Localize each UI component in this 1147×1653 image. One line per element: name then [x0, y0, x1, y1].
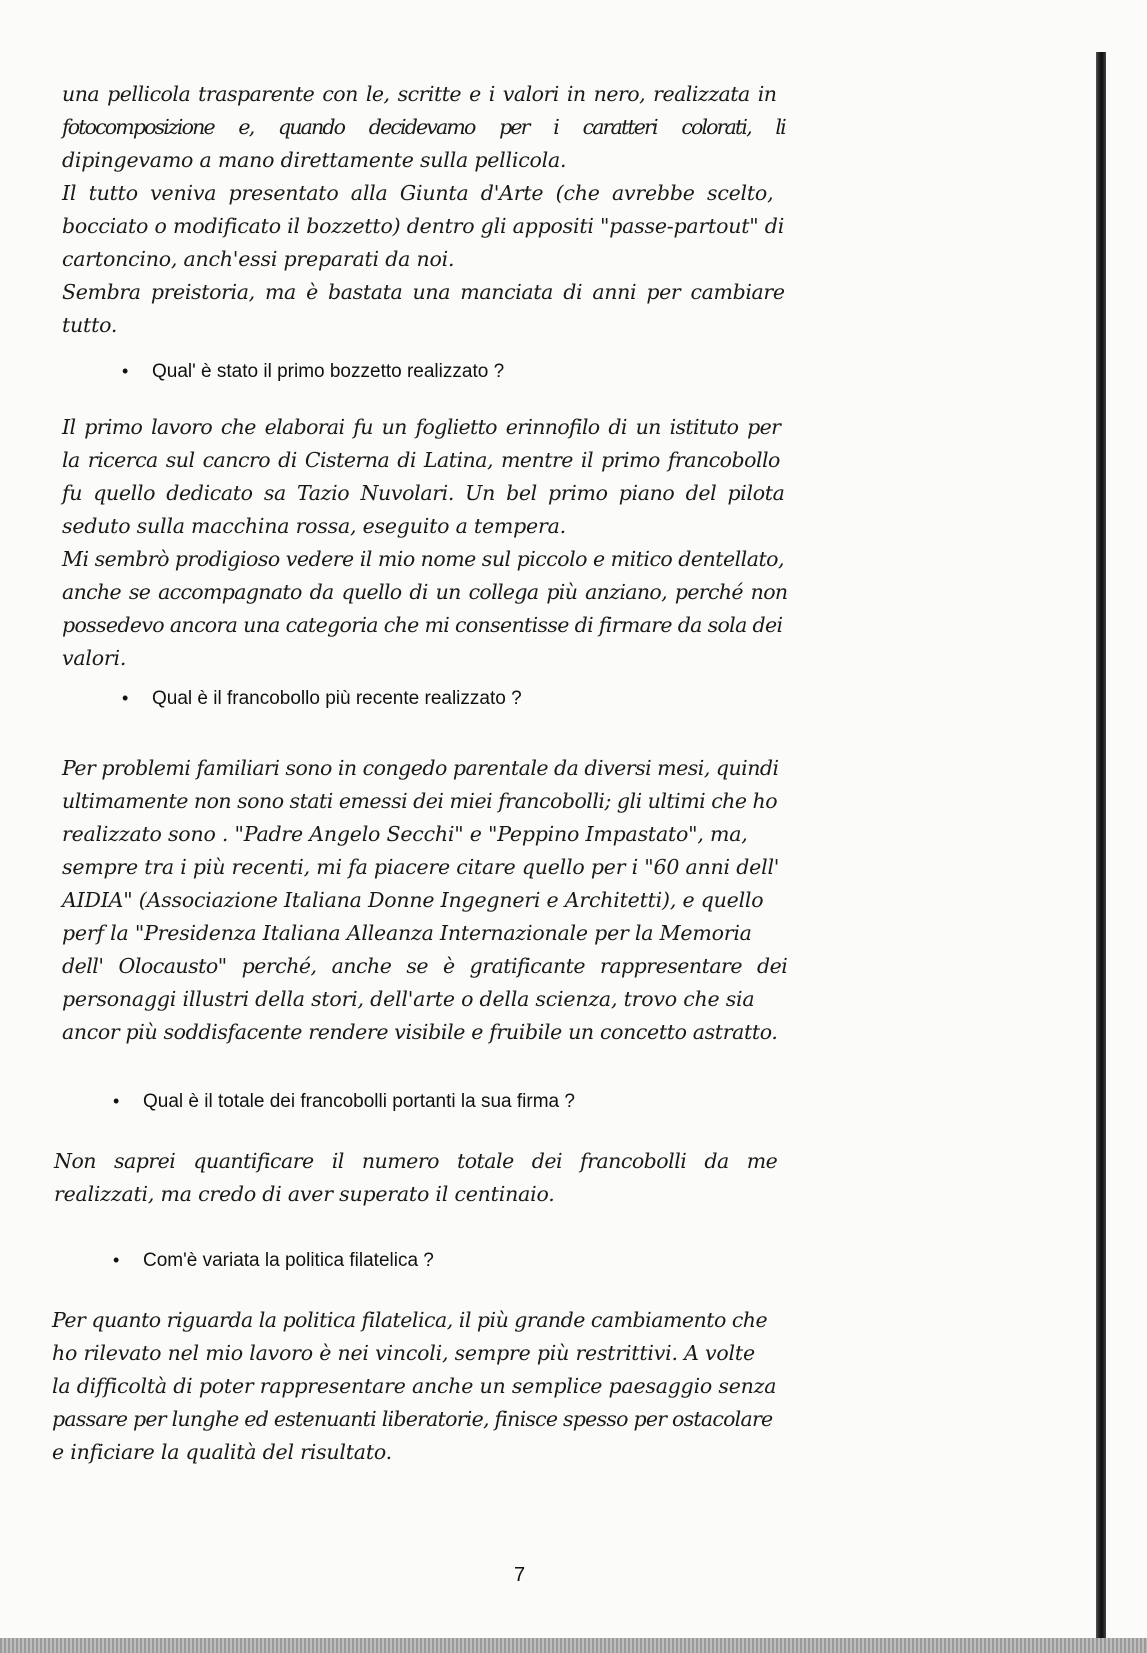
text-line: valori. [62, 646, 127, 670]
paragraph-recent-stamps [62, 752, 787, 1049]
text-line: passare per lunghe ed estenuanti liberatorie, finisce spesso per ostacolare [52, 1407, 773, 1431]
question-text: Qual è il francobollo più recente realizzato ? [152, 688, 522, 709]
text-line: ancor più soddisfacente rendere visibile e fruibile un concetto astratto. [62, 1020, 778, 1044]
text-line: Mi sembrò prodigioso vedere il mio nome sul piccolo e mitico dentellato, [62, 547, 785, 571]
question-total-stamps [113, 1088, 575, 1115]
text-line: una pellicola trasparente con le, scritte e i valori in nero, realizzata in [62, 82, 777, 106]
text-line: la difficoltà di poter rappresentare anche un semplice paesaggio senza [52, 1374, 777, 1398]
text-line: Il primo lavoro che elaborai fu un foglietto erinnofilo di un istituto per [62, 415, 781, 439]
page-number: 7 [514, 1564, 526, 1586]
bullet-icon: • [113, 1250, 120, 1270]
bullet-icon: • [113, 1091, 120, 1111]
paragraph-intro [62, 78, 787, 342]
text-line: tutto. [62, 313, 118, 337]
text-line: la ricerca sul cancro di Cisterna di Latina, mentre il primo francobollo [62, 448, 780, 472]
text-line: Il tutto veniva presentato alla Giunta d'Arte (che avrebbe scelto, [62, 181, 774, 205]
text-line: perf la "Presidenza Italiana Alleanza Internazionale per la Memoria [62, 921, 752, 945]
text-line: Sembra preistoria, ma è bastata una manciata di anni per cambiare [62, 280, 785, 304]
paragraph-philatelic-policy [52, 1304, 777, 1469]
paragraph-first-work [62, 411, 787, 675]
question-recent-stamp [122, 685, 522, 712]
text-line: anche se accompagnato da quello di un collega più anziano, perché non [62, 580, 788, 604]
text-line: realizzato sono . "Padre Angelo Secchi" e "Peppino Impastato", ma, [62, 822, 748, 846]
text-line: realizzati, ma credo di aver superato il centinaio. [54, 1182, 555, 1206]
bullet-icon: • [122, 361, 129, 381]
text-line: fotocomposizione e, quando decidevamo per i caratteri colorati, li [62, 115, 785, 139]
text-line: cartoncino, anch'essi preparati da noi. [62, 247, 455, 271]
text-line: bocciato o modificato il bozzetto) dentro gli appositi "passe-partout" di [62, 214, 785, 238]
bullet-icon: • [122, 688, 129, 708]
question-text: Qual' è stato il primo bozzetto realizzato ? [152, 361, 505, 382]
scan-bottom-strip [0, 1638, 1147, 1653]
text-line: e inficiare la qualità del risultato. [52, 1440, 392, 1464]
text-line: ho rilevato nel mio lavoro è nei vincoli, sempre più restrittivi. A volte [52, 1341, 755, 1365]
text-line: dipingevamo a mano direttamente sulla pellicola. [62, 148, 567, 172]
text-line: Per problemi familiari sono in congedo parentale da diversi mesi, quindi [62, 756, 779, 780]
text-line: dell' Olocausto" perché, anche se è gratificante rappresentare dei [62, 954, 788, 978]
paragraph-total-stamps [54, 1145, 779, 1211]
text-line: Per quanto riguarda la politica filatelica, il più grande cambiamento che [52, 1308, 768, 1332]
text-line: Non saprei quantificare il numero totale dei francobolli da me [54, 1149, 778, 1173]
question-first-sketch [122, 358, 504, 385]
text-line: seduto sulla macchina rossa, eseguito a tempera. [62, 514, 566, 538]
text-line: AIDIA" (Associazione Italiana Donne Ingegneri e Architetti), e quello [62, 888, 764, 912]
scan-edge-bar [1096, 52, 1106, 1642]
question-philatelic-policy [113, 1247, 434, 1274]
text-line: possedevo ancora una categoria che mi consentisse di firmare da sola dei [62, 613, 783, 637]
text-line: fu quello dedicato sa Tazio Nuvolari. Un bel primo piano del pilota [62, 481, 785, 505]
question-text: Com'è variata la politica filatelica ? [143, 1250, 434, 1271]
text-line: sempre tra i più recenti, mi fa piacere citare quello per i "60 anni dell' [62, 855, 780, 879]
text-line: ultimamente non sono stati emessi dei miei francobolli; gli ultimi che ho [62, 789, 778, 813]
question-text: Qual è il totale dei francobolli portanti la sua firma ? [143, 1091, 575, 1112]
text-line: personaggi illustri della stori, dell'arte o della scienza, trovo che sia [62, 987, 755, 1011]
